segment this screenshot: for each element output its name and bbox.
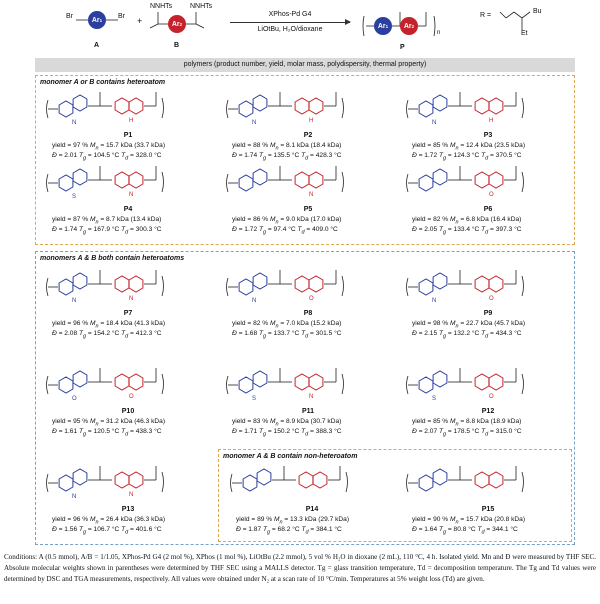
polymer-cell-p10	[38, 360, 218, 444]
nnhts-right: NNHTs	[190, 3, 213, 10]
svg-text:S: S	[72, 194, 77, 200]
polymer-thermal-line: Đ = 1.87 $T_g = 68.2$ °C $T_d = 384.1$ °C	[236, 526, 342, 536]
catalyst-label: XPhos-Pd G4	[268, 11, 312, 18]
polymer-structure-p7	[38, 262, 214, 308]
svg-text:O: O	[129, 394, 134, 400]
ar1-circle-a: Ar 1	[88, 11, 106, 29]
polymer-thermal-line: Đ = 2.08 $T_g = 154.2$ °C $T_d = 412.3$ °C	[52, 330, 162, 340]
polymer-structure-p14	[222, 458, 398, 504]
polymer-structure-p5	[218, 158, 394, 204]
polymer-name: P13	[121, 506, 135, 513]
ar2-circle-p: Ar 2	[400, 17, 418, 35]
polymer-structure-p1	[38, 84, 214, 130]
polymer-cell-p6	[398, 158, 578, 242]
svg-text:O: O	[489, 192, 494, 198]
svg-text:S: S	[432, 396, 437, 402]
polymer-yield-mn-line: yield = 82 % $M_n = 6.8$ kDa (16.4 kDa)	[412, 216, 522, 226]
polymer-yield-mn-line: yield = 85 % $M_n = 12.4$ kDa (23.5 kDa)	[412, 142, 526, 152]
r-et-label: Et	[521, 30, 528, 37]
label-p: P	[400, 44, 405, 51]
r-bu-label: Bu	[533, 8, 542, 15]
polymer-thermal-line: Đ = 1.74 $T_g = 135.5$ °C $T_d = 428.3$ °C	[232, 152, 342, 162]
conditions-label: LiOtBu, H₂O/dioxane	[257, 26, 323, 33]
polymer-yield-mn-line: yield = 89 % $M_n = 13.3$ kDa (29.7 kDa)	[236, 516, 350, 526]
polymer-structure-p2	[218, 84, 394, 130]
polymer-cell-p1	[38, 84, 218, 168]
polymer-thermal-line: Đ = 2.15 $T_g = 132.2$ °C $T_d = 434.3$ °C	[412, 330, 522, 340]
polymer-structure-p13	[38, 458, 214, 504]
polymer-cell-p3	[398, 84, 578, 168]
polymer-yield-mn-line: yield = 90 % $M_n = 15.7$ kDa (20.8 kDa)	[412, 516, 526, 526]
polymer-structure-p15	[398, 458, 574, 504]
polymer-cell-p9	[398, 262, 578, 346]
polymer-yield-mn-line: yield = 85 % $M_n = 8.8$ kDa (18.9 kDa)	[412, 418, 522, 428]
polymer-name: P7	[123, 310, 133, 317]
label-a: A	[94, 42, 100, 49]
polymer-name: P8	[303, 310, 313, 317]
polymer-yield-mn-line: yield = 83 % $M_n = 8.9$ kDa (30.7 kDa)	[232, 418, 342, 428]
svg-text:O: O	[489, 296, 494, 302]
svg-text:N: N	[72, 494, 77, 500]
section-title: monomer A or B contains heteroatom	[40, 79, 166, 86]
svg-text:N: N	[309, 394, 314, 400]
polymer-name: P12	[481, 408, 495, 415]
label-b: B	[174, 42, 180, 49]
polymer-name: P9	[483, 310, 493, 317]
polymer-structure-p3	[398, 84, 574, 130]
polymer-cell-p12	[398, 360, 578, 444]
polymer-name: P6	[483, 206, 493, 213]
polymer-structure-p6	[398, 158, 574, 204]
svg-text:N: N	[72, 120, 77, 126]
svg-text:N: N	[252, 120, 257, 126]
polymer-cell-p4	[38, 158, 218, 242]
polymer-structure-p9	[398, 262, 574, 308]
polymer-thermal-line: Đ = 2.07 $T_g = 178.5$ °C $T_d = 315.0$ °C	[412, 428, 522, 438]
polymer-name: P3	[483, 132, 493, 139]
svg-text:N: N	[129, 492, 134, 498]
polymer-thermal-line: Đ = 1.72 $T_g = 124.3$ °C $T_d = 370.5$ °C	[412, 152, 522, 162]
br-left-label: Br	[66, 13, 73, 20]
polymer-name: P14	[305, 506, 319, 513]
footnote-conditions: Conditions: A (0.5 mmol), A/B = 1/1.05, XPhos-Pd G4 (2 mol %), XPhos (1 mol %), LiOtBu (2.2 mmol), 5 vol % H₂O in dioxane (2 mL), 110 °C, 4 h. Isolated yield. Mn and Đ were measured by THF SEC. Absolute molecular weights shown in parentheses were determined by THF SEC using a MALLS detector. Tg = glass transition temperature, Td = decomposition temperature. The Tg and Td values were determined by DSC and TGA measurements, respectively. All values were obtained under N₂ at a scan rate of 10 °C/min. Temperatures at 5% weight loss (Td) are given.	[4, 553, 596, 583]
polymer-name: P2	[303, 132, 313, 139]
polymer-yield-mn-line: yield = 96 % $M_n = 18.4$ kDa (41.3 kDa)	[52, 320, 166, 330]
polymer-thermal-line: Đ = 1.61 $T_g = 120.5$ °C $T_d = 438.3$ °C	[52, 428, 162, 438]
svg-text:N: N	[309, 192, 314, 198]
section-title: monomers A & B both contain heteroatoms	[40, 255, 185, 262]
polymer-cell-p2	[218, 84, 398, 168]
svg-text:S: S	[252, 396, 257, 402]
svg-text:O: O	[72, 396, 77, 402]
r-definition: R =	[480, 12, 492, 19]
svg-text:N: N	[252, 298, 257, 304]
polymer-cell-p8	[218, 262, 398, 346]
polymer-name: P11	[301, 408, 315, 415]
polymers-banner: polymers (product number, yield, molar mass, polydispersity, thermal property)	[35, 58, 575, 72]
polymer-thermal-line: Đ = 2.05 $T_g = 133.4$ °C $T_d = 397.3$ °C	[412, 226, 522, 236]
polymer-thermal-line: Đ = 1.72 $T_g = 97.4$ °C $T_d = 409.0$ °C	[232, 226, 338, 236]
polymer-yield-mn-line: yield = 88 % $M_n = 8.1$ kDa (18.4 kDa)	[232, 142, 342, 152]
polymer-thermal-line: Đ = 1.56 $T_g = 106.7$ °C $T_d = 401.6$ °C	[52, 526, 162, 536]
ar2-circle-b: Ar 2	[168, 15, 186, 33]
r-group-structure	[498, 4, 558, 38]
polymer-name: P5	[303, 206, 313, 213]
polymer-name: P4	[123, 206, 133, 213]
polymer-yield-mn-line: yield = 96 % $M_n = 26.4$ kDa (36.3 kDa)	[52, 516, 166, 526]
polymer-cell-p5	[218, 158, 398, 242]
polymer-yield-mn-line: yield = 97 % $M_n = 15.7$ kDa (33.7 kDa)	[52, 142, 166, 152]
polymer-structure-p10	[38, 360, 214, 406]
polymer-cell-p11	[218, 360, 398, 444]
polymer-structure-p8	[218, 262, 394, 308]
polymer-cell-p14	[222, 458, 402, 542]
svg-text:N: N	[129, 192, 134, 198]
svg-text:N: N	[432, 120, 437, 126]
monomer-a-bonds	[76, 16, 146, 24]
polymer-thermal-line: Đ = 1.71 $T_g = 150.2$ °C $T_d = 388.3$ °C	[232, 428, 342, 438]
svg-text:N: N	[432, 298, 437, 304]
polymer-name: P15	[481, 506, 495, 513]
nnhts-left: NNHTs	[150, 3, 173, 10]
polymer-structure-p4	[38, 158, 214, 204]
svg-text:O: O	[309, 296, 314, 302]
section-title: monomer A & B contain non-heteroatom	[223, 453, 358, 460]
svg-text:O: O	[489, 394, 494, 400]
polymer-yield-mn-line: yield = 87 % $M_n = 8.7$ kDa (13.4 kDa)	[52, 216, 162, 226]
polymer-name: P1	[123, 132, 133, 139]
polymer-yield-mn-line: yield = 98 % $M_n = 22.7$ kDa (45.7 kDa)	[412, 320, 526, 330]
polymer-cell-p7	[38, 262, 218, 346]
svg-text:N: N	[129, 296, 134, 302]
polymer-thermal-line: Đ = 1.68 $T_g = 133.7$ °C $T_d = 301.5$ °C	[232, 330, 342, 340]
polymer-yield-mn-line: yield = 86 % $M_n = 9.0$ kDa (17.0 kDa)	[232, 216, 342, 226]
polymer-thermal-line: Đ = 1.74 $T_g = 167.9$ °C $T_d = 300.3$ °C	[52, 226, 162, 236]
n-subscript: n	[437, 30, 441, 36]
polymer-thermal-line: Đ = 2.01 $T_g = 104.5$ °C $T_d = 328.0$ °C	[52, 152, 162, 162]
polymer-cell-p15	[398, 458, 578, 542]
monomer-b-bonds	[148, 10, 228, 34]
plus-sign: +	[137, 16, 143, 26]
polymer-yield-mn-line: yield = 82 % $M_n = 7.0$ kDa (15.2 kDa)	[232, 320, 342, 330]
polymer-yield-mn-line: yield = 95 % $M_n = 31.2$ kDa (46.3 kDa)	[52, 418, 166, 428]
polymer-structure-p11	[218, 360, 394, 406]
reaction-scheme	[0, 0, 600, 58]
br-right-label: Br	[118, 13, 125, 20]
ar1-circle-p: Ar 1	[374, 17, 392, 35]
svg-text:H: H	[309, 118, 314, 124]
polymer-cell-p13	[38, 458, 218, 542]
polymer-name: P10	[121, 408, 135, 415]
svg-text:N: N	[72, 298, 77, 304]
polymer-thermal-line: Đ = 1.64 $T_g = 80.8$ °C $T_d = 344.1$ °C	[412, 526, 518, 536]
svg-text:H: H	[129, 118, 134, 124]
polymer-structure-p12	[398, 360, 574, 406]
svg-text:H: H	[489, 118, 494, 124]
reaction-arrow	[230, 22, 350, 23]
